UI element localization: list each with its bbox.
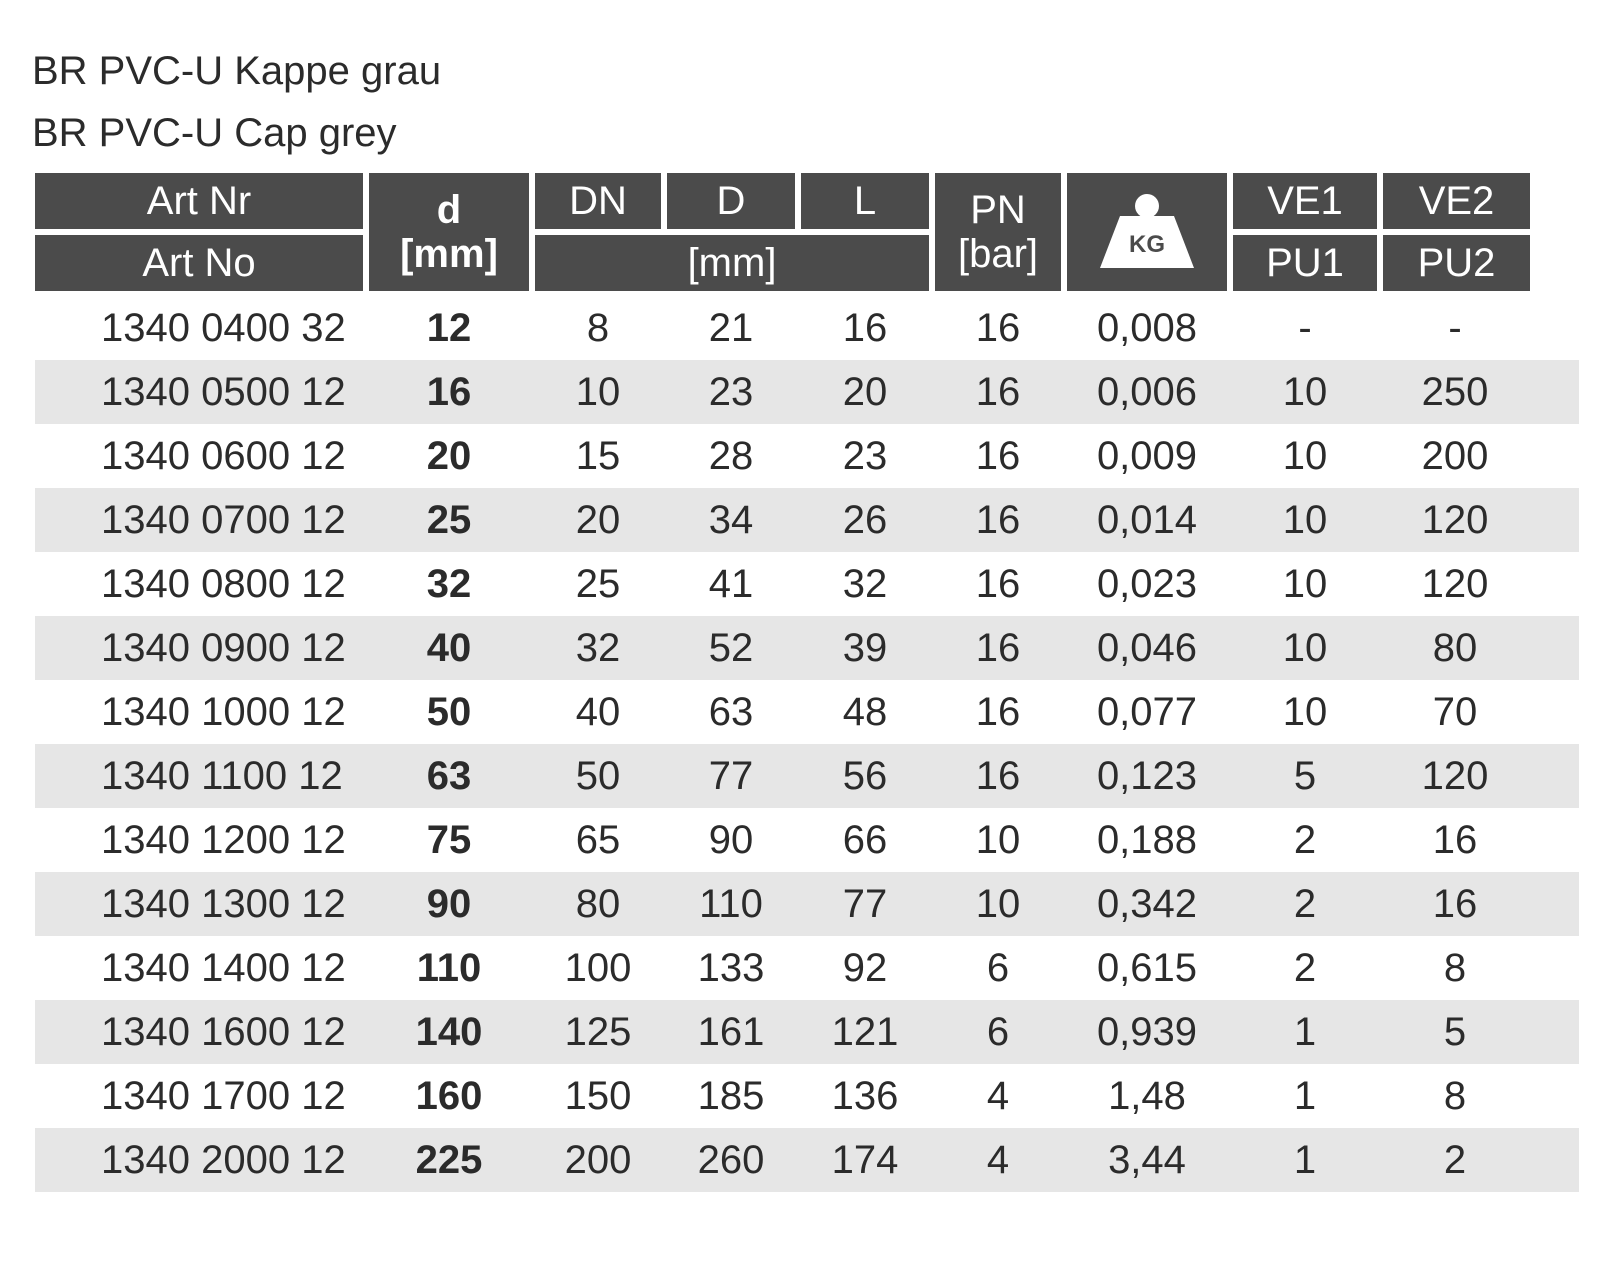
cell-L: 16 [842, 306, 888, 350]
cell-ve1: 2 [1293, 818, 1317, 862]
cell-D: 110 [699, 882, 763, 926]
cell-pn: 16 [975, 370, 1021, 414]
header-d-symbol: d [436, 188, 462, 232]
cell-ve1: 10 [1282, 562, 1328, 606]
cell-art-no: 1340 1700 12 [101, 1074, 346, 1118]
header-ve2: VE2 [1383, 173, 1530, 229]
cell-L: 26 [842, 498, 888, 542]
cell-pn: 4 [986, 1138, 1010, 1182]
title-block [32, 40, 441, 164]
cell-L: 20 [842, 370, 888, 414]
cell-ve2: 120 [1421, 562, 1489, 606]
table-row [35, 872, 1579, 936]
cell-ve1: - [1298, 306, 1312, 350]
cell-L: 136 [831, 1074, 899, 1118]
table-row [35, 488, 1579, 552]
cell-pn: 16 [975, 562, 1021, 606]
cell-L: 23 [842, 434, 888, 478]
cell-D: 28 [708, 434, 754, 478]
cell-dn: 50 [575, 754, 621, 798]
header-d-unit: [mm] [400, 232, 498, 276]
cell-ve2: 200 [1421, 434, 1489, 478]
cell-dn: 8 [586, 306, 610, 350]
cell-ve1: 10 [1282, 434, 1328, 478]
header-pn-symbol: PN [970, 188, 1026, 232]
cell-ve2: 5 [1443, 1010, 1467, 1054]
cell-weight: 0,077 [1096, 690, 1198, 734]
cell-pn: 16 [975, 626, 1021, 670]
cell-d: 16 [426, 370, 472, 414]
cell-weight: 0,939 [1096, 1010, 1198, 1054]
cell-ve2: 250 [1421, 370, 1489, 414]
cell-L: 77 [842, 882, 888, 926]
cell-dn: 80 [575, 882, 621, 926]
cell-d: 50 [426, 690, 472, 734]
cell-dn: 150 [564, 1074, 632, 1118]
cell-d: 20 [426, 434, 472, 478]
cell-pn: 16 [975, 754, 1021, 798]
cell-art-no: 1340 0700 12 [101, 498, 346, 542]
cell-weight: 0,342 [1096, 882, 1198, 926]
cell-art-no: 1340 0400 32 [101, 306, 346, 350]
cell-dn: 32 [575, 626, 621, 670]
table-body [35, 296, 1579, 1192]
cell-D: 63 [708, 690, 754, 734]
cell-d: 32 [426, 562, 472, 606]
table-row [35, 296, 1579, 360]
cell-L: 174 [831, 1138, 899, 1182]
table-header [35, 173, 1579, 295]
cell-weight: 1,48 [1108, 1074, 1186, 1118]
cell-pn: 16 [975, 498, 1021, 542]
header-L: L [801, 173, 929, 229]
header-d [369, 173, 529, 291]
cell-ve2: 2 [1443, 1138, 1467, 1182]
cell-ve2: 8 [1443, 946, 1467, 990]
table-row [35, 808, 1579, 872]
cell-weight: 3,44 [1108, 1138, 1186, 1182]
cell-D: 185 [697, 1074, 765, 1118]
table-row [35, 1064, 1579, 1128]
header-pu1: PU1 [1233, 235, 1377, 291]
cell-pn: 16 [975, 690, 1021, 734]
product-table [35, 173, 1579, 1182]
cell-D: 133 [697, 946, 765, 990]
cell-weight: 0,123 [1096, 754, 1198, 798]
cell-D: 260 [697, 1138, 765, 1182]
cell-d: 140 [415, 1010, 483, 1054]
cell-ve2: 120 [1421, 754, 1489, 798]
cell-art-no: 1340 0500 12 [101, 370, 346, 414]
table-row [35, 552, 1579, 616]
cell-weight: 0,046 [1096, 626, 1198, 670]
cell-d: 25 [426, 498, 472, 542]
cell-weight: 0,023 [1096, 562, 1198, 606]
cell-art-no: 1340 1100 12 [101, 754, 343, 798]
cell-D: 41 [708, 562, 754, 606]
table-row [35, 680, 1579, 744]
cell-weight: 0,009 [1096, 434, 1198, 478]
weight-kg-icon-label: KG [1129, 231, 1165, 258]
cell-dn: 25 [575, 562, 621, 606]
header-art-no: Art No [35, 235, 363, 291]
cell-art-no: 1340 1400 12 [101, 946, 346, 990]
header-D: D [667, 173, 795, 229]
cell-d: 63 [426, 754, 472, 798]
cell-ve1: 1 [1293, 1138, 1317, 1182]
cell-art-no: 1340 1600 12 [101, 1010, 346, 1054]
cell-dn: 20 [575, 498, 621, 542]
cell-L: 32 [842, 562, 888, 606]
table-row [35, 360, 1579, 424]
cell-art-no: 1340 1000 12 [101, 690, 346, 734]
cell-ve1: 10 [1282, 498, 1328, 542]
cell-ve1: 10 [1282, 626, 1328, 670]
header-ve1: VE1 [1233, 173, 1377, 229]
cell-art-no: 1340 0900 12 [101, 626, 346, 670]
cell-L: 39 [842, 626, 888, 670]
cell-ve2: - [1448, 306, 1462, 350]
cell-weight: 0,615 [1096, 946, 1198, 990]
header-weight [1067, 173, 1227, 291]
cell-pn: 6 [986, 946, 1010, 990]
cell-ve1: 10 [1282, 690, 1328, 734]
cell-art-no: 1340 0600 12 [101, 434, 346, 478]
cell-d: 110 [416, 946, 482, 990]
title-german: BR PVC-U Kappe grau [32, 49, 442, 93]
table-row [35, 744, 1579, 808]
table-row [35, 1000, 1579, 1064]
cell-pn: 16 [975, 306, 1021, 350]
cell-weight: 0,188 [1096, 818, 1198, 862]
cell-d: 40 [426, 626, 472, 670]
cell-dn: 125 [564, 1010, 632, 1054]
cell-art-no: 1340 2000 12 [101, 1138, 346, 1182]
cell-ve1: 2 [1293, 882, 1317, 926]
cell-d: 90 [426, 882, 472, 926]
cell-D: 161 [697, 1010, 765, 1054]
cell-D: 34 [708, 498, 754, 542]
cell-dn: 10 [575, 370, 621, 414]
cell-dn: 100 [564, 946, 632, 990]
cell-ve2: 16 [1432, 818, 1478, 862]
table-row [35, 936, 1579, 1000]
cell-ve1: 1 [1293, 1010, 1317, 1054]
cell-ve1: 10 [1282, 370, 1328, 414]
cell-ve2: 120 [1421, 498, 1489, 542]
cell-D: 77 [708, 754, 754, 798]
cell-art-no: 1340 1300 12 [101, 882, 346, 926]
cell-pn: 10 [975, 818, 1021, 862]
cell-d: 12 [426, 306, 472, 350]
cell-dn: 40 [575, 690, 621, 734]
cell-pn: 6 [986, 1010, 1010, 1054]
cell-ve1: 1 [1293, 1074, 1317, 1118]
cell-L: 66 [842, 818, 888, 862]
cell-dn: 200 [564, 1138, 632, 1182]
header-pu2: PU2 [1383, 235, 1530, 291]
table-row [35, 424, 1579, 488]
cell-pn: 10 [975, 882, 1021, 926]
title-english: BR PVC-U Cap grey [32, 111, 397, 155]
cell-D: 90 [708, 818, 754, 862]
table-row [35, 616, 1579, 680]
cell-pn: 4 [986, 1074, 1010, 1118]
cell-d: 225 [415, 1138, 483, 1182]
header-dn: DN [535, 173, 661, 229]
cell-D: 23 [708, 370, 754, 414]
header-pn-unit: [bar] [957, 232, 1039, 276]
weight-kg-icon [1098, 194, 1196, 270]
cell-pn: 16 [975, 434, 1021, 478]
cell-weight: 0,008 [1096, 306, 1198, 350]
cell-d: 160 [415, 1074, 483, 1118]
cell-d: 75 [426, 818, 472, 862]
cell-L: 48 [842, 690, 888, 734]
cell-D: 21 [708, 306, 754, 350]
cell-ve1: 2 [1293, 946, 1317, 990]
header-art-nr: Art Nr [35, 173, 363, 229]
cell-L: 121 [831, 1010, 899, 1054]
cell-weight: 0,006 [1096, 370, 1198, 414]
cell-art-no: 1340 0800 12 [101, 562, 346, 606]
cell-ve2: 8 [1443, 1074, 1467, 1118]
cell-weight: 0,014 [1096, 498, 1198, 542]
cell-ve1: 5 [1293, 754, 1317, 798]
cell-L: 92 [842, 946, 888, 990]
header-mm-unit: [mm] [535, 235, 929, 291]
cell-ve2: 16 [1432, 882, 1478, 926]
header-pn [935, 173, 1061, 291]
cell-L: 56 [842, 754, 888, 798]
cell-dn: 15 [575, 434, 621, 478]
cell-art-no: 1340 1200 12 [101, 818, 346, 862]
cell-D: 52 [708, 626, 754, 670]
cell-ve2: 70 [1432, 690, 1478, 734]
cell-dn: 65 [575, 818, 621, 862]
table-row [35, 1128, 1579, 1192]
cell-ve2: 80 [1432, 626, 1478, 670]
